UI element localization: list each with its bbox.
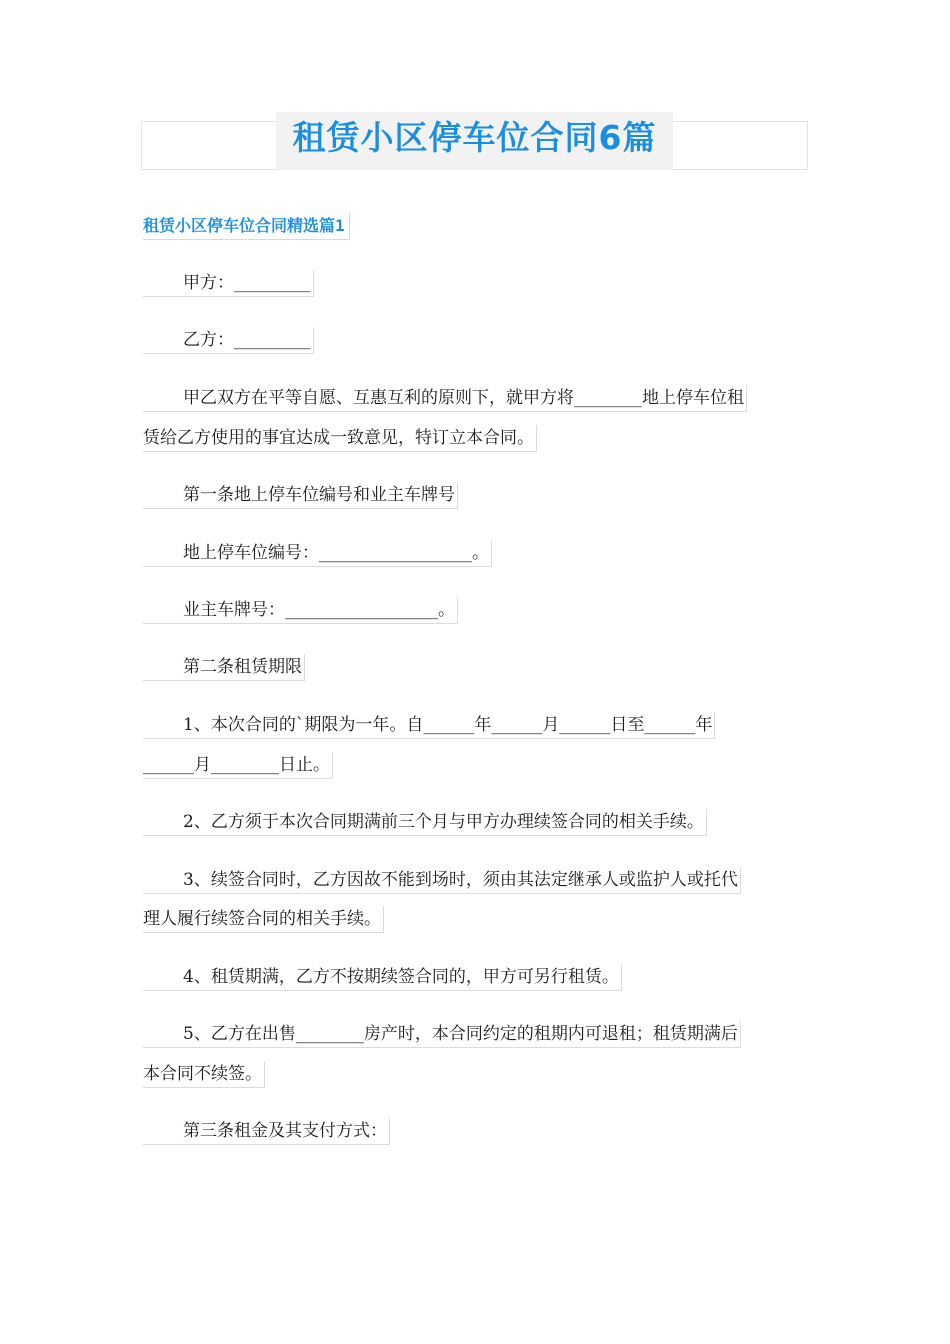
owner-plate-number-line: 业主车牌号：__________________。 [143, 597, 458, 624]
clause-2-line: 2、乙方须于本次合同期满前三个月与甲方办理续签合同的相关手续。 [143, 809, 707, 836]
party-a-line: 甲方：_________ [143, 270, 314, 297]
clause-4-line: 4、租赁期满，乙方不按期续签合同的，甲方可另行租赁。 [143, 964, 622, 991]
article-3-heading: 第三条租金及其支付方式： [143, 1118, 390, 1145]
clause-3-line-1: 3、续签合同时，乙方因故不能到场时，须由其法定继承人或监护人或托代 [143, 867, 741, 894]
clause-5-line-2: 本合同不续签。 [143, 1061, 265, 1088]
article-1-heading: 第一条地上停车位编号和业主车牌号 [143, 482, 458, 509]
clause-1-line-2: ______月________日止。 [143, 752, 333, 779]
article-2-heading: 第二条租赁期限 [143, 654, 305, 681]
preamble-line-1: 甲乙双方在平等自愿、互惠互利的原则下，就甲方将________地上停车位租 [143, 385, 747, 412]
clause-5-line-1: 5、乙方在出售________房产时，本合同约定的租期内可退租；租赁期满后 [143, 1021, 741, 1048]
clause-3-line-2: 理人履行续签合同的相关手续。 [143, 906, 384, 933]
clause-1-line-1: 1、本次合同的`期限为一年。自______年______月______日至______年 [143, 712, 715, 739]
preamble-line-2: 赁给乙方使用的事宜达成一致意见，特订立本合同。 [143, 425, 537, 452]
section-heading: 租赁小区停车位合同精选篇1 [143, 213, 350, 240]
document-title: 租赁小区停车位合同6篇 [276, 112, 673, 170]
parking-space-number-line: 地上停车位编号：__________________。 [143, 540, 492, 567]
party-b-line: 乙方：_________ [143, 327, 314, 354]
